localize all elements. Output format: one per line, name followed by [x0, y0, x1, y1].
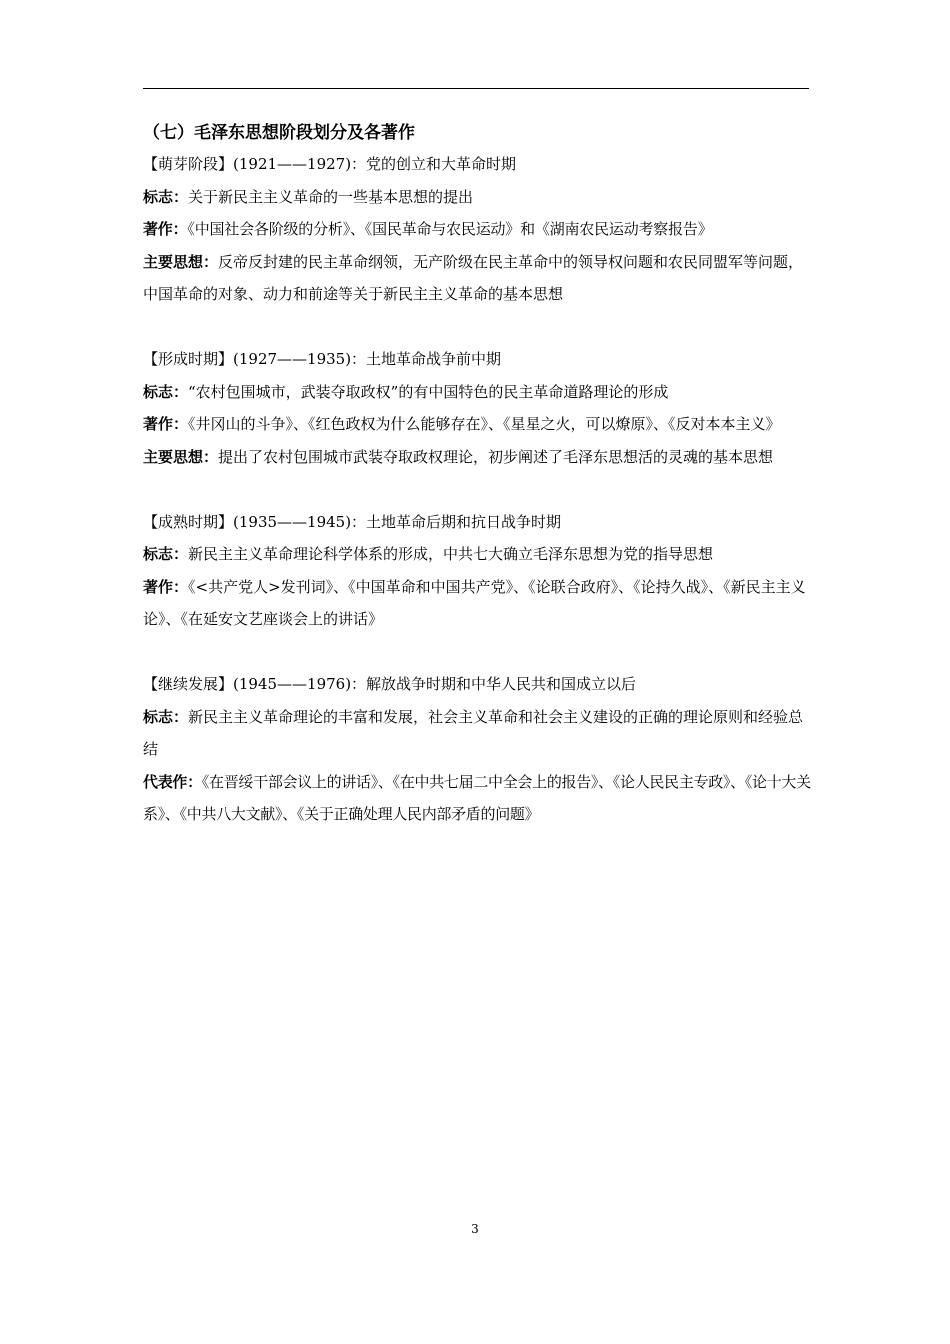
stage-thoughts — [143, 246, 813, 311]
field-text: 提出了农村包围城市武装夺取政权理论，初步阐述了毛泽东思想活的灵魂的基本思想 — [218, 447, 774, 466]
stage-block — [143, 506, 813, 636]
field-text: 新民主主义革命理论的丰富和发展，社会主义革命和社会主义建设的正确的理论原则和经验总结 — [143, 707, 804, 758]
field-label: 主要思想： — [143, 447, 219, 466]
field-label: 主要思想： — [143, 252, 219, 271]
stage-block — [143, 148, 813, 311]
field-label: 标志： — [143, 707, 189, 726]
stage-works — [143, 213, 813, 246]
field-text: “农村包围城市，武装夺取政权”的有中国特色的民主革命道路理论的形成 — [188, 382, 669, 401]
field-text: 《在晋绥干部会议上的讲话》、《在中共七届二中全会上的报告》、《论人民民主专政》、《论十大关系》、《中共八大文献》、《关于正确处理人民内部矛盾的问题》 — [143, 772, 811, 823]
field-text: 关于新民主主义革命的一些基本思想的提出 — [188, 187, 474, 206]
stage-header: 【继续发展】(1945——1976)：解放战争时期和中华人民共和国成立以后 — [143, 675, 637, 693]
stage-works — [143, 766, 813, 831]
document-body — [143, 118, 813, 831]
field-text: 《中国社会各阶级的分析》、《国民革命与农民运动》和《湖南农民运动考察报告》 — [187, 220, 713, 238]
stage-header: 【形成时期】(1927——1935)：土地革命战争前中期 — [143, 350, 502, 368]
field-label: 著作： — [143, 415, 189, 433]
field-text: 《<共产党人>发刊词》、《中国革命和中国共产党》、《论联合政府》、《论持久战》、《新民主主义论》、《在延安文艺座谈会上的讲话》 — [143, 577, 806, 628]
spacer — [143, 311, 813, 344]
stage-header: 【成熟时期】(1935——1945)：土地革命后期和抗日战争时期 — [143, 512, 562, 531]
header-rule — [143, 88, 809, 89]
field-text: 《井冈山的斗争》、《红色政权为什么能够存在》、《星星之火，可以燎原》、《反对本本主义》 — [188, 415, 781, 433]
stage-mark — [143, 181, 813, 214]
stage-header: 【萌芽阶段】(1921——1927)：党的创立和大革命时期 — [143, 155, 517, 173]
stage-block — [143, 668, 813, 831]
spacer — [143, 636, 813, 669]
field-label: 著作： — [143, 220, 188, 238]
field-label: 代表作： — [143, 772, 202, 791]
spacer — [143, 473, 813, 506]
section-title: （七）毛泽东思想阶段划分及各著作 — [143, 123, 415, 143]
field-label: 著作： — [143, 577, 189, 596]
stage-works — [143, 408, 813, 441]
field-text: 反帝反封建的民主革命纲领，无产阶级在民主革命中的领导权问题和农民同盟军等问题，中国革命的对象、动力和前途等关于新民主主义革命的基本思想 — [143, 252, 804, 303]
field-label: 标志： — [143, 545, 189, 563]
stage-block — [143, 343, 813, 473]
field-label: 标志： — [143, 382, 189, 401]
field-label: 标志： — [143, 187, 189, 206]
stage-works — [143, 571, 813, 636]
stage-mark — [143, 376, 813, 409]
page-number: 3 — [471, 1222, 479, 1236]
stage-thoughts — [143, 441, 813, 474]
stage-mark — [143, 701, 813, 766]
field-text: 新民主主义革命理论科学体系的形成，中共七大确立毛泽东思想为党的指导思想 — [188, 545, 714, 563]
stage-mark — [143, 538, 813, 571]
